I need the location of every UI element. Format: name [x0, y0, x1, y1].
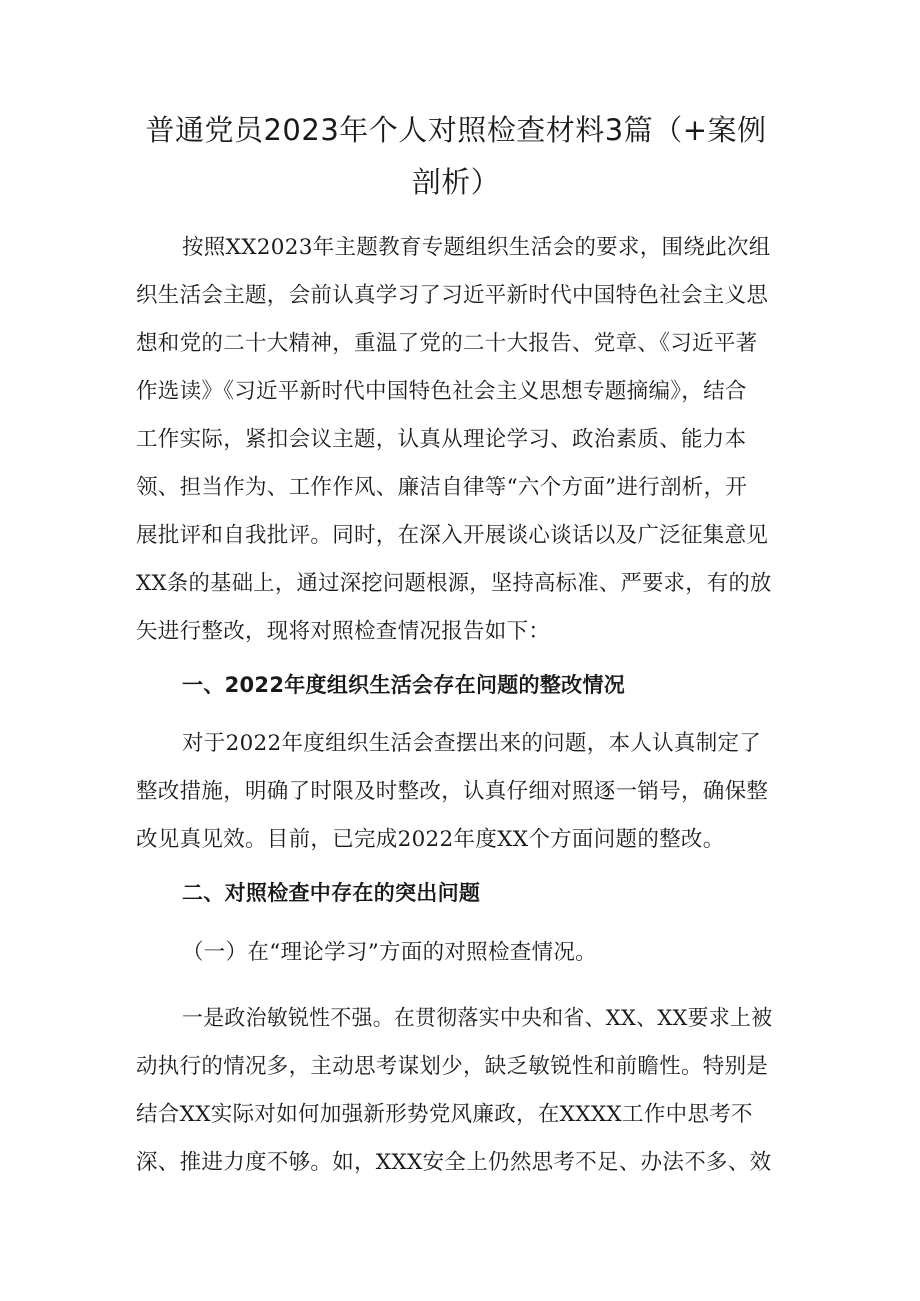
section-heading-2: 二、对照检查中存在的突出问题: [182, 881, 481, 905]
subsection-heading-1: （一）在“理论学习”方面的对照检查情况。: [182, 940, 597, 965]
subsection1-line-4: 深、推进力度不够。如，XXX安全上仍然思考不足、办法不多、效: [136, 1150, 772, 1175]
intro-line-7: 展批评和自我批评。同时，在深入开展谈心谈话以及广泛征集意见: [136, 523, 769, 548]
intro-line-2: 织生活会主题，会前认真学习了习近平新时代中国特色社会主义思: [136, 283, 769, 308]
section1-line-2: 整改措施，明确了时限及时整改，认真仔细对照逐一销号，确保整: [136, 779, 769, 804]
intro-line-4: 作选读》《习近平新时代中国特色社会主义思想专题摘编》，结合: [136, 379, 747, 404]
subsection1-line-3: 结合XX实际对如何加强新形势党风廉政，在XXXX工作中思考不: [136, 1102, 753, 1127]
intro-line-8: XX条的基础上，通过深挖问题根源，坚持高标准、严要求，有的放: [136, 571, 772, 596]
intro-line-9: 矢进行整改，现将对照检查情况报告如下：: [136, 619, 551, 644]
document-title: 普通党员2023年个人对照检查材料3篇（+案例剖析）: [145, 113, 767, 199]
section1-line-1: 对于2022年度组织生活会查摆出来的问题，本人认真制定了: [182, 731, 762, 756]
subsection1-line-2: 动执行的情况多，主动思考谋划少，缺乏敏锐性和前瞻性。特别是: [136, 1054, 769, 1079]
intro-line-5: 工作实际，紧扣会议主题，认真从理论学习、政治素质、能力本: [136, 427, 747, 452]
section-heading-1: 一、2022年度组织生活会存在问题的整改情况: [182, 673, 626, 697]
subsection1-line-1: 一是政治敏锐性不强。在贯彻落实中央和省、XX、XX要求上被: [182, 1006, 773, 1031]
intro-line-3: 想和党的二十大精神，重温了党的二十大报告、党章、《习近平著: [136, 331, 758, 356]
section1-line-3: 改见真见效。目前，已完成2022年度XX个方面问题的整改。: [136, 827, 725, 852]
intro-line-6: 领、担当作为、工作作风、廉洁自律等“六个方面”进行剖析，开: [136, 475, 748, 500]
intro-line-1: 按照XX2023年主题教育专题组织生活会的要求，围绕此次组: [182, 235, 771, 260]
